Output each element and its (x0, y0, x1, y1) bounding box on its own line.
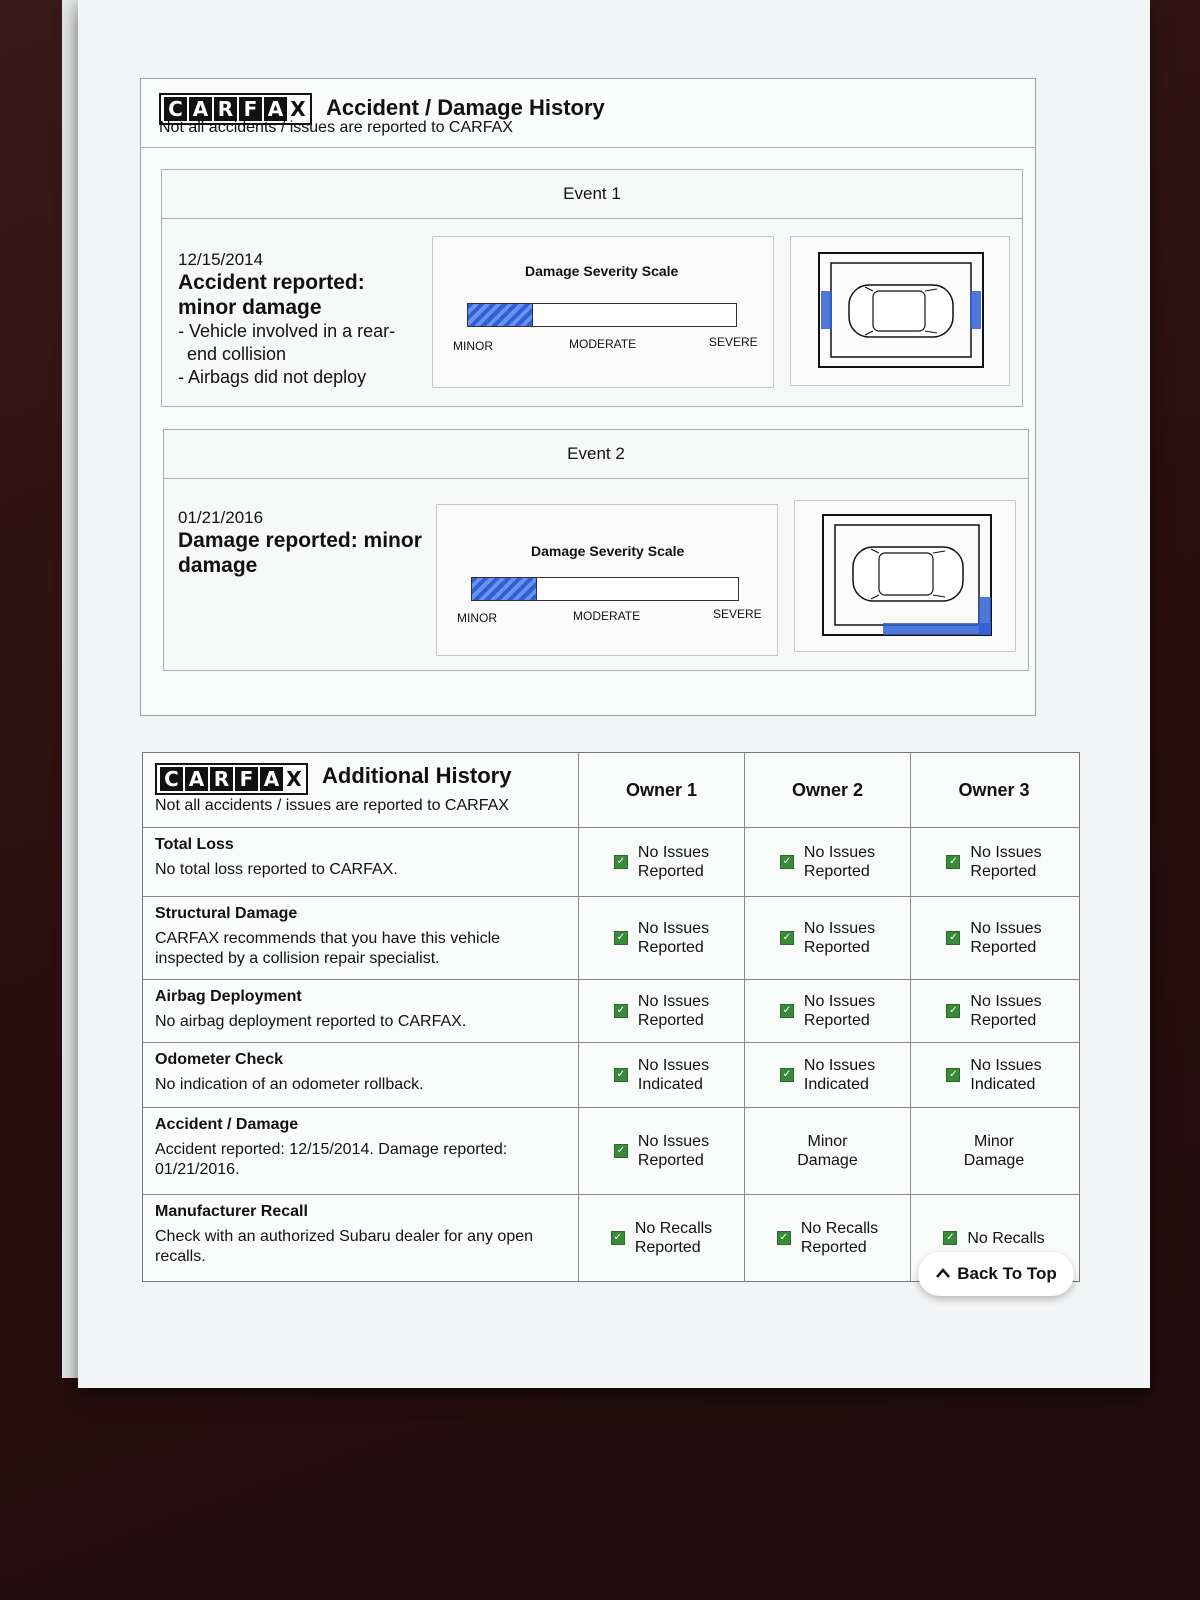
status-text (804, 1056, 875, 1094)
logo-letter: C (160, 767, 183, 791)
chevron-up-icon (935, 1264, 951, 1284)
additional-header-top (155, 763, 566, 795)
owner-3-status-cell (911, 1108, 1077, 1194)
status-line-2: Damage (963, 1152, 1025, 1169)
event-2-date: 01/21/2016 (178, 508, 264, 527)
row-title: Odometer Check (155, 1051, 284, 1068)
status-line-1: No Issues (970, 844, 1042, 861)
owner-1-status-cell (579, 828, 745, 896)
row-label-cell (143, 1108, 579, 1194)
event-1-details (178, 250, 428, 389)
status-line-1: Minor (973, 1133, 1014, 1150)
car-top-view-icon (791, 237, 1009, 385)
severity-bar (467, 303, 737, 327)
event-1-date: 12/15/2014 (178, 250, 264, 269)
status-line-1: No Issues (637, 1057, 710, 1074)
logo-letter: F (239, 97, 262, 121)
event-2-card (163, 429, 1029, 671)
status-text (797, 1132, 857, 1170)
severity-label-minor: MINOR (457, 611, 497, 625)
status-line-1: No Issues (637, 993, 710, 1010)
status-line-1: No Issues (803, 920, 876, 937)
status-line-2: Indicated (803, 1076, 869, 1093)
additional-section-subtitle: Not all accidents / issues are reported to CARFAX (155, 797, 509, 814)
row-description: Check with an authorized Subaru dealer for any open recalls. (155, 1228, 534, 1265)
row-description: Accident reported: 12/15/2014. Damage reported: 01/21/2016. (155, 1141, 508, 1178)
status-text (638, 1132, 709, 1170)
severity-label-moderate: MODERATE (573, 609, 641, 623)
severity-title: Damage Severity Scale (525, 263, 679, 279)
accident-section-title: Accident / Damage History (326, 95, 605, 120)
status-text (970, 919, 1041, 957)
table-row (143, 979, 1079, 1042)
owner-3-status-cell (911, 828, 1077, 896)
checkmark-icon: ✓ (946, 1068, 960, 1082)
checkmark-icon: ✓ (780, 931, 794, 945)
checkmark-icon: ✓ (946, 1004, 960, 1018)
logo-letter: X (286, 767, 302, 791)
status-line-2: Reported (970, 1012, 1037, 1029)
event-1-headline-2: minor damage (178, 296, 322, 319)
additional-history-body (143, 827, 1079, 1281)
checkmark-icon: ✓ (614, 1068, 628, 1082)
row-description: No total loss reported to CARFAX. (155, 861, 398, 878)
status-line-2: Reported (970, 863, 1037, 880)
status-line-1: No Recalls (967, 1229, 1045, 1247)
status-text (970, 843, 1041, 881)
checkmark-icon: ✓ (943, 1231, 957, 1245)
table-row (143, 896, 1079, 979)
status-text (638, 843, 709, 881)
severity-label-severe: SEVERE (713, 607, 762, 621)
event-2-severity-scale (436, 504, 778, 656)
status-line-1: No Issues (637, 844, 710, 861)
event-1-card (161, 169, 1023, 407)
status-line-2: Reported (800, 1239, 867, 1256)
status-text (635, 1219, 712, 1257)
severity-fill (468, 304, 533, 326)
status-line-2: Reported (970, 939, 1037, 956)
status-line-1: Minor (807, 1133, 848, 1150)
checkmark-icon: ✓ (946, 855, 960, 869)
checkmark-icon: ✓ (614, 931, 628, 945)
status-line-2: Reported (637, 863, 704, 880)
row-label-cell (143, 980, 579, 1042)
status-line-1: No Recalls (800, 1220, 879, 1237)
status-line-2: Indicated (637, 1076, 703, 1093)
logo-letter: F (235, 767, 258, 791)
status-line-2: Indicated (970, 1076, 1036, 1093)
status-line-2: Damage (797, 1152, 858, 1169)
checkmark-icon: ✓ (614, 855, 628, 869)
logo-letter: A (260, 767, 283, 791)
row-description: CARFAX recommends that you have this vehicle inspected by a collision repair specialist. (155, 930, 501, 967)
owner-1-header: Owner 1 (579, 753, 745, 827)
owner-2-status-cell (745, 980, 911, 1042)
status-line-1: No Issues (970, 920, 1042, 937)
status-line-2: Reported (637, 1012, 704, 1029)
severity-title: Damage Severity Scale (531, 543, 685, 559)
logo-letter: A (185, 767, 208, 791)
owner-2-status-cell (745, 1195, 911, 1281)
back-to-top-button[interactable] (918, 1252, 1074, 1296)
event-2-headline-1: Damage reported: minor (178, 529, 422, 552)
row-description: No airbag deployment reported to CARFAX. (155, 1013, 467, 1030)
owner-2-status-cell (745, 1108, 911, 1194)
status-line-1: No Issues (970, 993, 1042, 1010)
owner-1-status-cell (579, 1043, 745, 1107)
owner-1-status-cell (579, 897, 745, 979)
severity-label-minor: MINOR (453, 339, 493, 353)
additional-history-table (142, 752, 1080, 1282)
additional-section-title: Additional History (322, 763, 512, 788)
checkmark-icon: ✓ (780, 1068, 794, 1082)
status-line-1: No Issues (970, 1057, 1042, 1074)
accident-damage-section (140, 78, 1036, 716)
logo-letter: X (290, 97, 306, 121)
table-row (143, 1107, 1079, 1194)
row-title: Airbag Deployment (155, 988, 302, 1005)
checkmark-icon: ✓ (777, 1231, 791, 1245)
event-1-bullet-1a: - Vehicle involved in a rear- (178, 321, 396, 341)
status-line-2: Reported (637, 939, 704, 956)
event-1-bullet-1b: end collision (187, 344, 287, 364)
carfax-logo (155, 763, 308, 795)
status-line-1: No Issues (803, 844, 876, 861)
logo-letter: A (189, 97, 212, 121)
status-text (964, 1132, 1024, 1170)
logo-letter: R (210, 767, 233, 791)
car-top-view-icon (795, 501, 1015, 651)
row-title: Total Loss (155, 836, 234, 853)
checkmark-icon: ✓ (611, 1231, 625, 1245)
status-line-2: Reported (803, 863, 870, 880)
severity-bar (471, 577, 739, 601)
row-title: Manufacturer Recall (155, 1203, 308, 1220)
checkmark-icon: ✓ (614, 1004, 628, 1018)
event-2-headline-2: damage (178, 554, 258, 577)
accident-section-subtitle: Not all accidents / issues are reported to CARFAX (159, 119, 513, 136)
owner-2-status-cell (745, 828, 911, 896)
status-text (804, 843, 875, 881)
status-text (801, 1219, 878, 1257)
status-line-2: Reported (637, 1152, 704, 1169)
status-line-1: No Issues (637, 1133, 710, 1150)
status-line-1: No Recalls (634, 1220, 713, 1237)
row-label-cell (143, 1043, 579, 1107)
event-1-title: Event 1 (162, 170, 1022, 219)
owner-3-status-cell (911, 980, 1077, 1042)
status-line-1: No Issues (803, 1057, 876, 1074)
event-2-details (178, 508, 438, 578)
status-text (638, 992, 709, 1030)
owner-2-status-cell (745, 1043, 911, 1107)
row-title: Accident / Damage (155, 1116, 299, 1133)
status-line-1: No Issues (637, 920, 710, 937)
status-text (970, 992, 1041, 1030)
logo-letter: C (164, 97, 187, 121)
additional-header-row (143, 753, 1079, 827)
checkmark-icon: ✓ (780, 855, 794, 869)
owner-1-status-cell (579, 1195, 745, 1281)
owner-3-status-cell (911, 1043, 1077, 1107)
table-row (143, 1042, 1079, 1107)
status-text (967, 1229, 1044, 1248)
status-line-2: Reported (803, 1012, 870, 1029)
checkmark-icon: ✓ (946, 931, 960, 945)
logo-letter: A (264, 97, 287, 121)
logo-letter: R (214, 97, 237, 121)
checkmark-icon: ✓ (780, 1004, 794, 1018)
severity-label-moderate: MODERATE (569, 337, 637, 351)
status-text (804, 919, 875, 957)
back-to-top-label: Back To Top (957, 1264, 1057, 1283)
event-1-headline-1: Accident reported: (178, 271, 365, 294)
event-1-damage-diagram (790, 236, 1010, 386)
owner-2-header: Owner 2 (745, 753, 911, 827)
owner-1-status-cell (579, 980, 745, 1042)
row-label-cell (143, 897, 579, 979)
owner-1-status-cell (579, 1108, 745, 1194)
row-label-cell (143, 1195, 579, 1281)
row-label-cell (143, 828, 579, 896)
row-description: No indication of an odometer rollback. (155, 1076, 424, 1093)
event-2-damage-diagram (794, 500, 1016, 652)
status-text (804, 992, 875, 1030)
event-1-bullet-2: - Airbags did not deploy (178, 367, 367, 387)
status-text (638, 919, 709, 957)
header-divider (141, 147, 1035, 148)
owner-3-status-cell (911, 897, 1077, 979)
row-title: Structural Damage (155, 905, 298, 922)
owner-2-status-cell (745, 897, 911, 979)
status-line-1: No Issues (803, 993, 876, 1010)
additional-header (143, 753, 579, 827)
checkmark-icon: ✓ (614, 1144, 628, 1158)
status-text (638, 1056, 709, 1094)
event-2-title: Event 2 (164, 430, 1028, 479)
severity-fill (472, 578, 537, 600)
status-line-2: Reported (803, 939, 870, 956)
event-1-severity-scale (432, 236, 774, 388)
severity-label-severe: SEVERE (709, 335, 758, 349)
status-line-2: Reported (634, 1239, 701, 1256)
status-text (970, 1056, 1041, 1094)
owner-3-header: Owner 3 (958, 779, 1030, 800)
table-row (143, 827, 1079, 896)
